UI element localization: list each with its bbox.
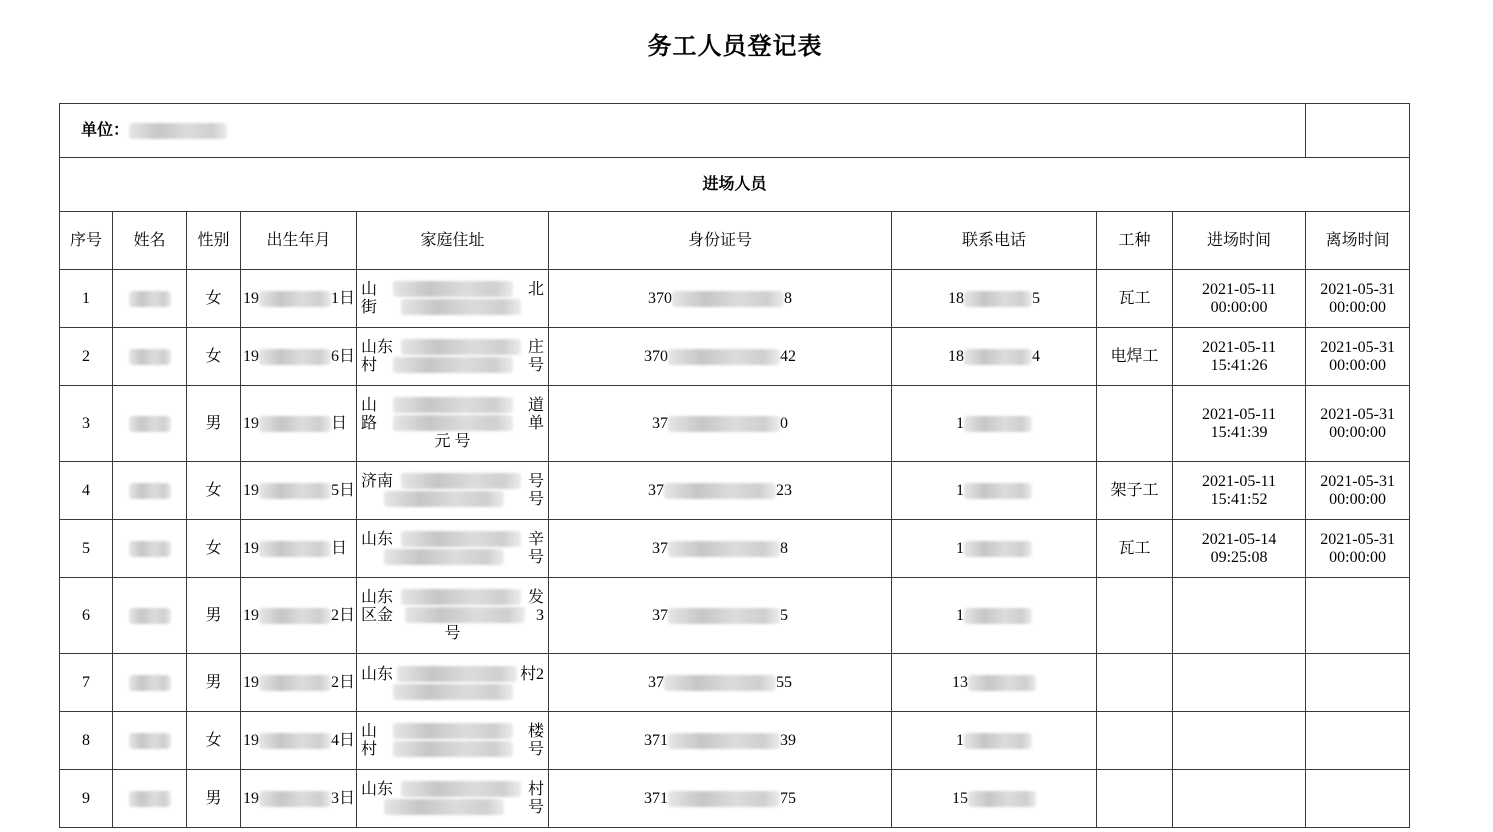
- page-title: 务工人员登记表: [647, 34, 823, 60]
- phone-cell: [892, 520, 1097, 578]
- addr-l2a: 街: [361, 298, 378, 316]
- entry-time-cell: [1173, 386, 1306, 462]
- id-suf: 23: [776, 481, 792, 499]
- addr-l2b: 号: [527, 798, 544, 816]
- redacted-block: [968, 791, 1036, 807]
- out-date: 2021-05-31: [1320, 338, 1395, 356]
- birth-suf: 6日: [331, 347, 356, 365]
- redacted-block: [668, 608, 780, 624]
- exit-time-cell: [1306, 386, 1410, 462]
- table-row: [60, 328, 1410, 386]
- birth-cell: [241, 270, 357, 328]
- job-type-cell: [1097, 578, 1173, 654]
- redacted-block: [393, 415, 513, 431]
- redacted-block: [259, 675, 331, 691]
- id-number-cell: [549, 270, 892, 328]
- phone-pre: 1: [956, 414, 964, 432]
- out-date: 2021-05-31: [1320, 280, 1395, 298]
- id-suf: 0: [780, 414, 788, 432]
- row-number-cell: [60, 520, 113, 578]
- phone-suf: 5: [1032, 289, 1040, 307]
- row-number-cell: [60, 270, 113, 328]
- table-row: [60, 462, 1410, 520]
- in-date: 2021-05-11: [1202, 338, 1277, 356]
- header-cell: 工种: [1097, 212, 1173, 270]
- redacted-block: [129, 291, 171, 307]
- redacted-block: [393, 684, 513, 700]
- address-cell: [357, 654, 549, 712]
- redacted-block: [401, 589, 521, 605]
- phone-cell: [892, 712, 1097, 770]
- id-number-cell: [549, 712, 892, 770]
- section-title: 进场人员: [60, 158, 1410, 212]
- job-type-cell: [1097, 654, 1173, 712]
- redacted-block: [384, 799, 504, 815]
- id-pre: 37: [652, 606, 668, 624]
- no: 5: [82, 539, 90, 557]
- addr-l1a: 山东: [361, 338, 394, 356]
- entry-time-cell: [1173, 770, 1306, 828]
- redacted-block: [401, 473, 521, 489]
- redacted-block: [393, 281, 513, 297]
- redacted-block: [397, 666, 517, 682]
- redacted-block: [129, 349, 171, 365]
- gender: 女: [205, 731, 222, 749]
- phone-pre: 18: [948, 347, 964, 365]
- addr-l1a: 山东: [361, 780, 394, 798]
- birth-cell: [241, 578, 357, 654]
- birth-cell: [241, 520, 357, 578]
- birth-cell: [241, 712, 357, 770]
- addr-l1b: 村: [527, 780, 544, 798]
- redacted-block: [964, 483, 1032, 499]
- gender-cell: [187, 712, 241, 770]
- gender-cell: [187, 578, 241, 654]
- phone-pre: 15: [952, 789, 968, 807]
- redacted-block: [393, 357, 513, 373]
- redacted-block: [668, 349, 780, 365]
- gender: 男: [205, 789, 222, 807]
- row-number-cell: [60, 770, 113, 828]
- birth-pre: 19: [243, 539, 259, 557]
- header-cell: 家庭住址: [357, 212, 549, 270]
- name-cell: [113, 462, 187, 520]
- addr-l2a: 村: [361, 356, 378, 374]
- birth-cell: [241, 654, 357, 712]
- phone-pre: 1: [956, 606, 964, 624]
- addr-l2b: 单: [527, 414, 544, 432]
- birth-suf: 5日: [331, 481, 356, 499]
- job-type-cell: [1097, 770, 1173, 828]
- job-type-cell: [1097, 462, 1173, 520]
- gender-cell: [187, 328, 241, 386]
- phone-cell: [892, 578, 1097, 654]
- birth-cell: [241, 386, 357, 462]
- header-cell: 性别: [187, 212, 241, 270]
- addr-l2a: 村: [361, 740, 378, 758]
- id-pre: 371: [644, 731, 668, 749]
- out-time: 00:00:00: [1329, 423, 1387, 441]
- exit-time-cell: [1306, 462, 1410, 520]
- phone-cell: [892, 270, 1097, 328]
- header-cell: 进场时间: [1173, 212, 1306, 270]
- addr-l3: 号: [444, 624, 461, 642]
- redacted-block: [968, 675, 1036, 691]
- id-number-cell: [549, 654, 892, 712]
- job-type-cell: [1097, 386, 1173, 462]
- birth-cell: [241, 328, 357, 386]
- row-number-cell: [60, 328, 113, 386]
- entry-time-cell: [1173, 578, 1306, 654]
- phone-cell: [892, 386, 1097, 462]
- addr-l1b: 道: [527, 396, 544, 414]
- id-suf: 42: [780, 347, 796, 365]
- redacted-block: [405, 607, 525, 623]
- exit-time-cell: [1306, 578, 1410, 654]
- redacted-block: [259, 733, 331, 749]
- name-cell: [113, 386, 187, 462]
- addr-l2b: 号: [527, 548, 544, 566]
- table-row: [60, 712, 1410, 770]
- no: 3: [82, 414, 90, 432]
- addr-l1a: 山: [361, 396, 378, 414]
- redacted-block: [664, 483, 776, 499]
- id-number-cell: [549, 520, 892, 578]
- birth-pre: 19: [243, 731, 259, 749]
- table-row: [60, 578, 1410, 654]
- redacted-block: [129, 416, 171, 432]
- row-number-cell: [60, 712, 113, 770]
- phone-pre: 13: [952, 673, 968, 691]
- no: 1: [82, 289, 90, 307]
- in-date: 2021-05-11: [1202, 405, 1277, 423]
- phone-cell: [892, 462, 1097, 520]
- id-pre: 37: [652, 414, 668, 432]
- unit-extra-cell: [1306, 104, 1410, 158]
- redacted-block: [129, 675, 171, 691]
- birth-suf: 日: [331, 539, 348, 557]
- name-cell: [113, 654, 187, 712]
- in-date: 2021-05-11: [1202, 472, 1277, 490]
- no: 6: [82, 606, 90, 624]
- id-pre: 371: [644, 789, 668, 807]
- redacted-block: [384, 491, 504, 507]
- redacted-block: [401, 299, 521, 315]
- row-number-cell: [60, 654, 113, 712]
- gender-cell: [187, 520, 241, 578]
- job-type-cell: [1097, 712, 1173, 770]
- addr-l1a: 山东: [361, 665, 394, 683]
- redacted-block: [393, 723, 513, 739]
- address-cell: [357, 520, 549, 578]
- address-cell: [357, 712, 549, 770]
- table-row: [60, 770, 1410, 828]
- section-row: [60, 158, 1410, 212]
- addr-l1a: 济南: [361, 472, 394, 490]
- id-suf: 75: [780, 789, 796, 807]
- id-number-cell: [549, 462, 892, 520]
- unit-cell: [60, 104, 1306, 158]
- address-cell: [357, 270, 549, 328]
- id-number-cell: [549, 328, 892, 386]
- job-type-cell: [1097, 520, 1173, 578]
- exit-time-cell: [1306, 520, 1410, 578]
- birth-pre: 19: [243, 606, 259, 624]
- birth-cell: [241, 770, 357, 828]
- addr-l1b: 发: [527, 588, 544, 606]
- addr-l1b: 北: [527, 280, 544, 298]
- gender: 女: [205, 481, 222, 499]
- entry-time-cell: [1173, 520, 1306, 578]
- birth-pre: 19: [243, 289, 259, 307]
- exit-time-cell: [1306, 712, 1410, 770]
- id-pre: 37: [648, 673, 664, 691]
- birth-pre: 19: [243, 414, 259, 432]
- id-suf: 39: [780, 731, 796, 749]
- birth-pre: 19: [243, 347, 259, 365]
- registration-table: [59, 103, 1410, 828]
- redacted-block: [672, 291, 784, 307]
- in-time: 15:41:52: [1210, 490, 1268, 508]
- header-cell: 离场时间: [1306, 212, 1410, 270]
- redacted-block: [668, 416, 780, 432]
- job: 瓦工: [1118, 289, 1151, 307]
- addr-l2b: 3: [535, 606, 544, 624]
- redacted-block: [129, 541, 171, 557]
- birth-pre: 19: [243, 789, 259, 807]
- phone-pre: 1: [956, 481, 964, 499]
- address-cell: [357, 386, 549, 462]
- header-cell: 联系电话: [892, 212, 1097, 270]
- name-cell: [113, 520, 187, 578]
- header-cell: 出生年月: [241, 212, 357, 270]
- entry-time-cell: [1173, 654, 1306, 712]
- redacted-block: [964, 733, 1032, 749]
- redacted-block: [393, 397, 513, 413]
- job-type-cell: [1097, 270, 1173, 328]
- entry-time-cell: [1173, 328, 1306, 386]
- entry-time-cell: [1173, 462, 1306, 520]
- addr-l2a: 路: [361, 414, 378, 432]
- header-row: [60, 212, 1410, 270]
- id-number-cell: [549, 578, 892, 654]
- gender-cell: [187, 270, 241, 328]
- phone-suf: 4: [1032, 347, 1040, 365]
- job-type-cell: [1097, 328, 1173, 386]
- addr-l1a: 山: [361, 280, 378, 298]
- redacted-block: [964, 349, 1032, 365]
- out-time: 00:00:00: [1329, 490, 1387, 508]
- exit-time-cell: [1306, 328, 1410, 386]
- name-cell: [113, 270, 187, 328]
- birth-suf: 3日: [331, 789, 356, 807]
- redacted-block: [259, 541, 331, 557]
- redacted-block: [259, 608, 331, 624]
- gender-cell: [187, 654, 241, 712]
- in-time: 00:00:00: [1210, 298, 1268, 316]
- name-cell: [113, 712, 187, 770]
- row-number-cell: [60, 578, 113, 654]
- in-date: 2021-05-14: [1201, 530, 1277, 548]
- name-cell: [113, 578, 187, 654]
- phone-cell: [892, 770, 1097, 828]
- redacted-block: [401, 339, 521, 355]
- addr-l1a: 山东: [361, 588, 394, 606]
- id-pre: 370: [648, 289, 672, 307]
- header-cell: 姓名: [113, 212, 187, 270]
- id-number-cell: [549, 386, 892, 462]
- gender-cell: [187, 386, 241, 462]
- birth-suf: 4日: [331, 731, 356, 749]
- phone-pre: 18: [948, 289, 964, 307]
- redacted-block: [129, 608, 171, 624]
- id-suf: 8: [784, 289, 792, 307]
- redacted-block: [664, 675, 776, 691]
- no: 9: [82, 789, 90, 807]
- header-cell: 序号: [60, 212, 113, 270]
- redacted-block: [259, 416, 331, 432]
- name-cell: [113, 328, 187, 386]
- id-pre: 37: [648, 481, 664, 499]
- id-suf: 55: [776, 673, 792, 691]
- table-row: [60, 654, 1410, 712]
- out-date: 2021-05-31: [1320, 405, 1395, 423]
- no: 8: [82, 731, 90, 749]
- no: 4: [82, 481, 90, 499]
- redacted-block: [129, 733, 171, 749]
- gender: 男: [205, 606, 222, 624]
- job: 架子工: [1110, 481, 1159, 499]
- unit-label: 单位：: [81, 121, 130, 139]
- id-pre: 37: [652, 539, 668, 557]
- unit-redacted: [129, 123, 227, 139]
- redacted-block: [964, 291, 1032, 307]
- addr-l1a: 山东: [361, 530, 394, 548]
- gender: 女: [205, 347, 222, 365]
- unit-row: [60, 104, 1410, 158]
- entry-time-cell: [1173, 712, 1306, 770]
- table-row: [60, 386, 1410, 462]
- gender: 女: [205, 539, 222, 557]
- redacted-block: [401, 781, 521, 797]
- redacted-block: [259, 791, 331, 807]
- addr-l1b: 楼: [527, 722, 544, 740]
- row-number-cell: [60, 386, 113, 462]
- addr-l1b: 村2: [519, 665, 544, 683]
- exit-time-cell: [1306, 270, 1410, 328]
- job: 瓦工: [1118, 539, 1151, 557]
- out-date: 2021-05-31: [1320, 472, 1395, 490]
- birth-pre: 19: [243, 673, 259, 691]
- redacted-block: [259, 483, 331, 499]
- redacted-block: [401, 531, 521, 547]
- redacted-block: [393, 741, 513, 757]
- phone-cell: [892, 328, 1097, 386]
- redacted-block: [964, 608, 1032, 624]
- id-suf: 5: [780, 606, 788, 624]
- id-number-cell: [549, 770, 892, 828]
- addr-l2b: 号: [527, 740, 544, 758]
- address-cell: [357, 462, 549, 520]
- birth-cell: [241, 462, 357, 520]
- id-pre: 370: [644, 347, 668, 365]
- gender-cell: [187, 462, 241, 520]
- phone-cell: [892, 654, 1097, 712]
- in-time: 15:41:26: [1210, 356, 1268, 374]
- phone-pre: 1: [956, 731, 964, 749]
- row-number-cell: [60, 462, 113, 520]
- redacted-block: [964, 416, 1032, 432]
- table-row: [60, 520, 1410, 578]
- in-time: 15:41:39: [1210, 423, 1268, 441]
- entry-time-cell: [1173, 270, 1306, 328]
- id-suf: 8: [780, 539, 788, 557]
- redacted-block: [129, 791, 171, 807]
- addr-l1a: 山: [361, 722, 378, 740]
- no: 2: [82, 347, 90, 365]
- addr-l2a: 区金: [361, 606, 394, 624]
- addr-l2b: 号: [527, 490, 544, 508]
- redacted-block: [668, 791, 780, 807]
- addr-l1b: 庄: [527, 338, 544, 356]
- gender-cell: [187, 770, 241, 828]
- redacted-block: [668, 541, 780, 557]
- birth-suf: 2日: [331, 673, 356, 691]
- address-cell: [357, 328, 549, 386]
- addr-l2b: 号: [527, 356, 544, 374]
- redacted-block: [668, 733, 780, 749]
- out-date: 2021-05-31: [1320, 530, 1395, 548]
- out-time: 00:00:00: [1329, 298, 1387, 316]
- in-time: 09:25:08: [1210, 548, 1268, 566]
- address-cell: [357, 578, 549, 654]
- address-cell: [357, 770, 549, 828]
- no: 7: [82, 673, 90, 691]
- header-cell: 身份证号: [549, 212, 892, 270]
- redacted-block: [129, 483, 171, 499]
- gender: 男: [205, 414, 222, 432]
- redacted-block: [384, 549, 504, 565]
- exit-time-cell: [1306, 654, 1410, 712]
- gender: 女: [205, 289, 222, 307]
- addr-l3: 元 号: [434, 432, 471, 450]
- redacted-block: [259, 349, 331, 365]
- in-date: 2021-05-11: [1202, 280, 1277, 298]
- table-row: [60, 270, 1410, 328]
- out-time: 00:00:00: [1329, 356, 1387, 374]
- addr-l1b: 辛: [527, 530, 544, 548]
- name-cell: [113, 770, 187, 828]
- birth-suf: 日: [331, 414, 348, 432]
- redacted-block: [259, 291, 331, 307]
- birth-suf: 1日: [331, 289, 356, 307]
- birth-suf: 2日: [331, 606, 356, 624]
- phone-pre: 1: [956, 539, 964, 557]
- gender: 男: [205, 673, 222, 691]
- addr-l1b: 号: [527, 472, 544, 490]
- exit-time-cell: [1306, 770, 1410, 828]
- job: 电焊工: [1110, 347, 1159, 365]
- out-time: 00:00:00: [1329, 548, 1387, 566]
- redacted-block: [964, 541, 1032, 557]
- birth-pre: 19: [243, 481, 259, 499]
